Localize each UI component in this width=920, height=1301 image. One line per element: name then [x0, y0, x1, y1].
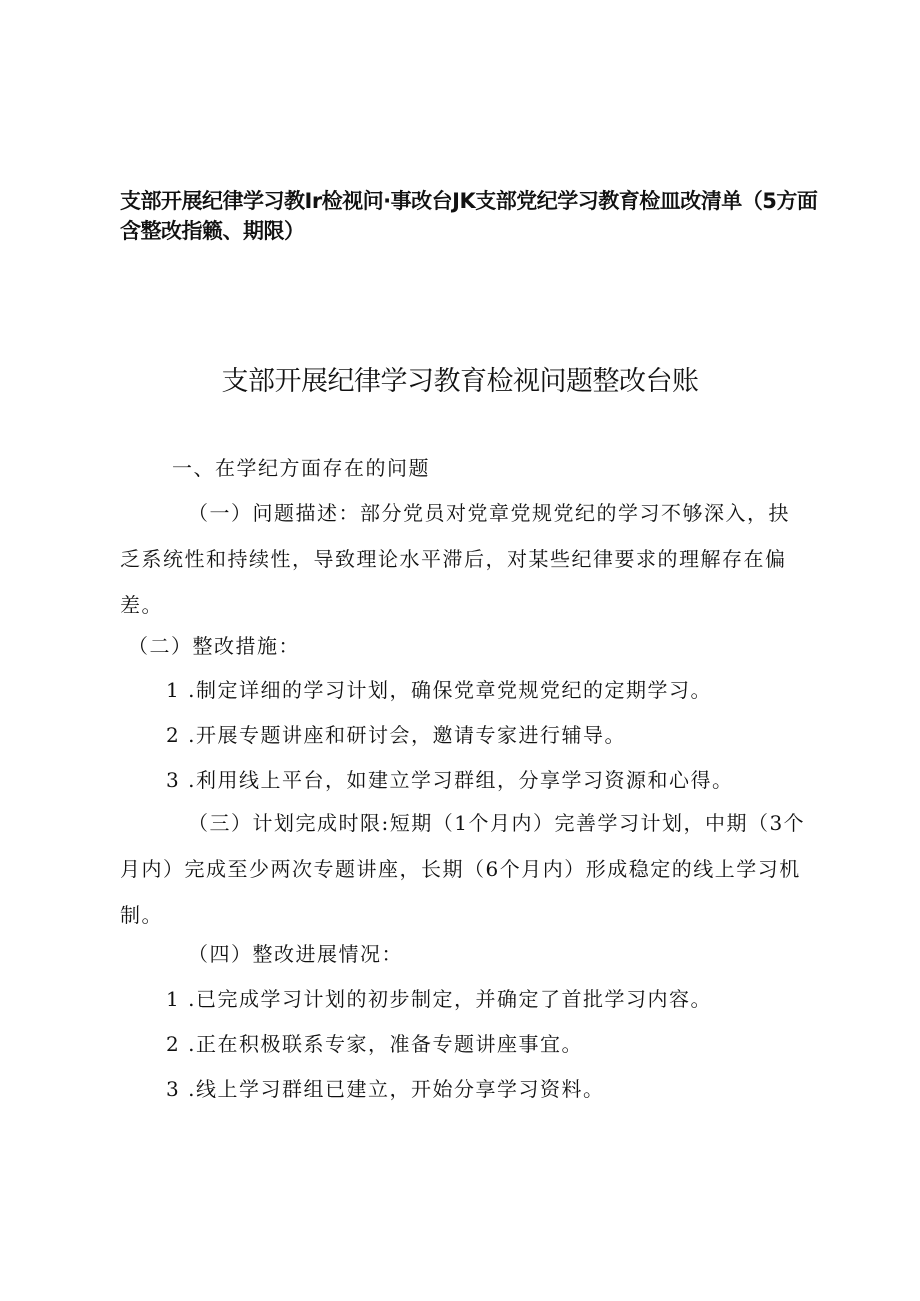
measure-item: 1 .制定详细的学习计划，确保党章党规党纪的定期学习。	[166, 678, 712, 702]
measures-heading: （二）整改措施：	[128, 634, 300, 658]
page-title: 支部开展纪律学习教育检视问题整改台账	[221, 366, 699, 397]
deadline-paragraph: （三）计划完成时限:短期（1个月内）完善学习计划，中期（3个月内）完成至少两次专题讲座，长期（6个月内）形成稳定的线上学习机制。	[120, 811, 806, 927]
measure-item: 2 .开展专题讲座和研讨会，邀请专家进行辅导。	[166, 723, 626, 747]
progress-heading: （四）整改进展情况：	[188, 942, 403, 966]
progress-item: 2 .正在积极联系专家，准备专题讲座事宜。	[166, 1032, 583, 1056]
measure-item: 3 .利用线上平台，如建立学习群组，分享学习资源和心得。	[166, 768, 734, 792]
problem-description-paragraph: （一）问题描述：部分党员对党章党规党纪的学习不够深入，抉乏系统性和持续性，导致理论水平滞后，对某些纪律要求的理解存在偏差。	[120, 501, 790, 617]
progress-item: 1 .已完成学习计划的初步制定，并确定了首批学习内容。	[166, 987, 712, 1011]
document-header-title: 支部开展纪律学习教Ir检视问·事改台JK支部党纪学习教育检皿改清单（5方面含整改指籁、期限）	[120, 189, 818, 243]
progress-item: 3 .线上学习群组已建立，开始分享学习资料。	[166, 1077, 605, 1101]
section-heading: 一、在学纪方面存在的问题	[172, 456, 430, 480]
